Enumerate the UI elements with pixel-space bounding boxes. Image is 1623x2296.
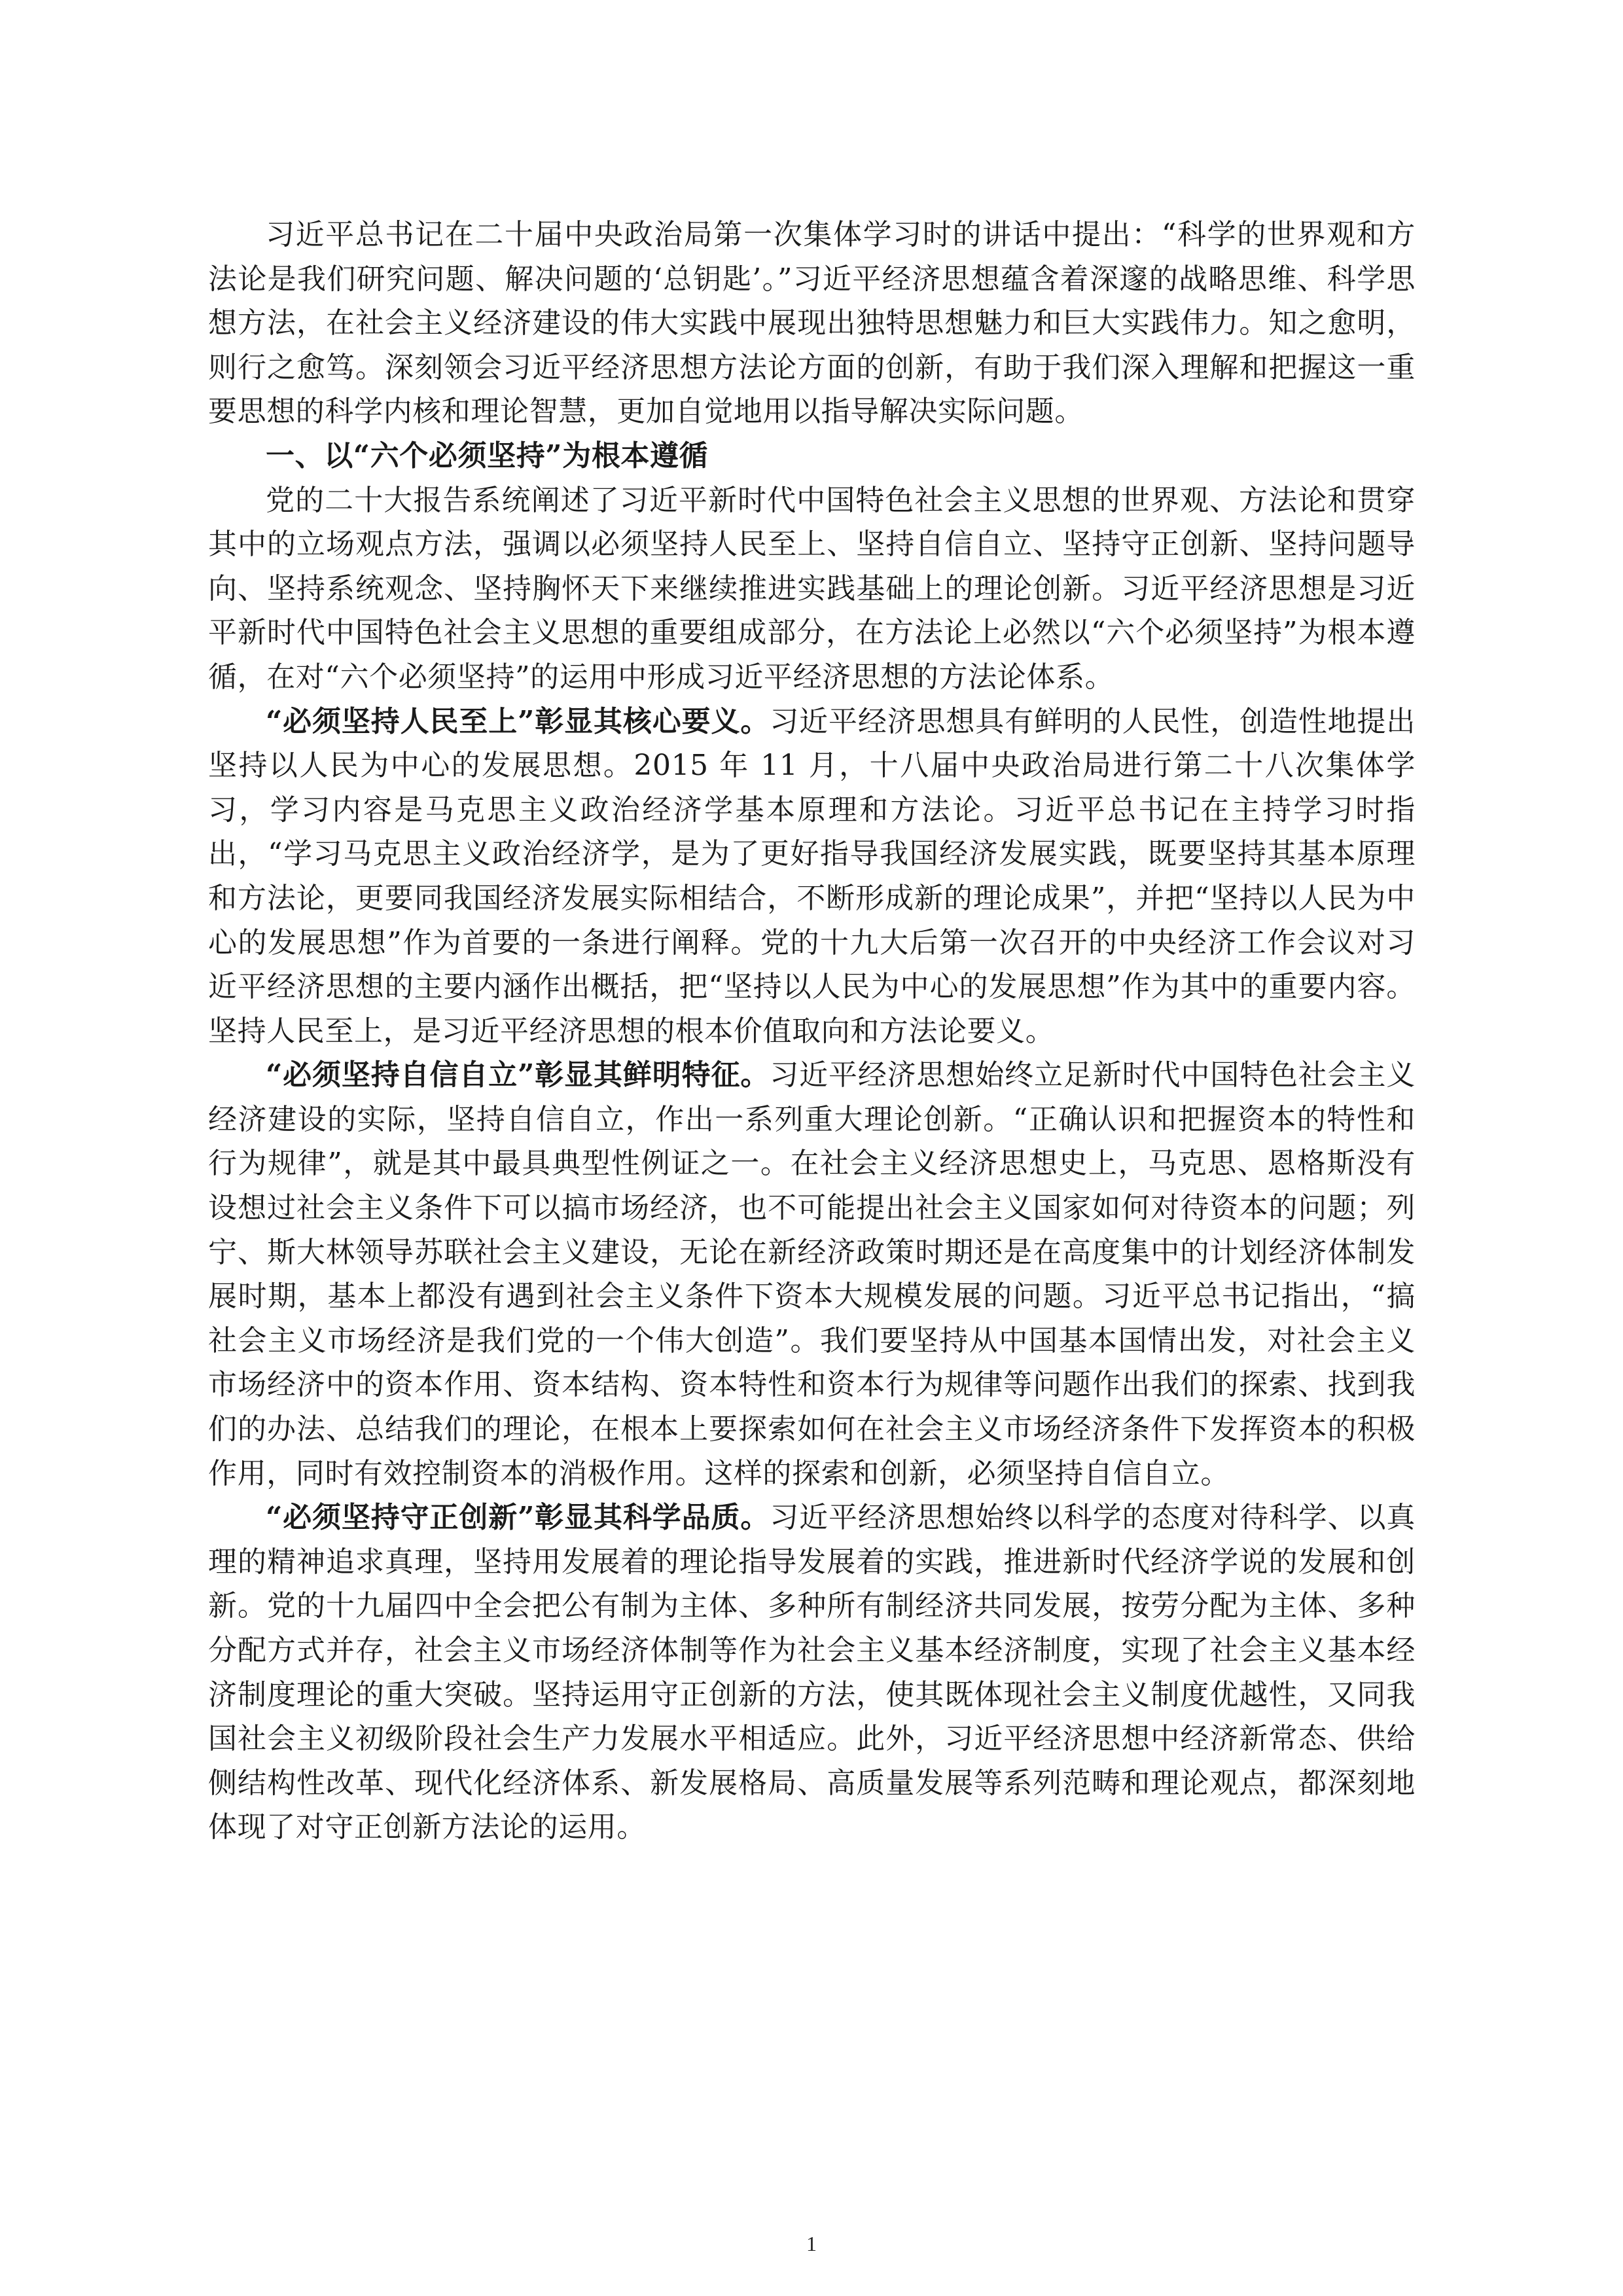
document-body [208, 213, 1416, 1850]
body-paragraph [208, 700, 1416, 1054]
paragraph-text: 习近平经济思想始终以科学的态度对待科学、以真理的精神追求真理，坚持用发展着的理论指导发展着的实践，推进新时代经济学说的发展和创新。党的十九届四中全会把公有制为主体、多种所有制经济共同发展，按劳分配为主体、多种分配方式并存，社会主义市场经济体制等作为社会主义基本经济制度，实现了社会主义基本经济制度理论的重大突破。坚持运用守正创新的方法，使其既体现社会主义制度优越性，又同我国社会主义初级阶段社会生产力发展水平相适应。此外，习近平经济思想中经济新常态、供给侧结构性改革、现代化经济体系、新发展格局、高质量发展等系列范畴和理论观点，都深刻地体现了对守正创新方法论的运用。 [208, 1501, 1416, 1844]
paragraph-lead: “必须坚持守正创新”彰显其科学品质。 [266, 1501, 770, 1535]
paragraph-lead: “必须坚持人民至上”彰显其核心要义。 [266, 704, 770, 738]
page-number: 1 [806, 2232, 817, 2255]
paragraph-text: 习近平经济思想始终立足新时代中国特色社会主义经济建设的实际，坚持自信自立，作出一系列重大理论创新。“正确认识和把握资本的特性和行为规律”，就是其中最具典型性例证之一。在社会主义经济思想史上，马克思、恩格斯没有设想过社会主义条件下可以搞市场经济，也不可能提出社会主义国家如何对待资本的问题；列宁、斯大林领导苏联社会主义建设，无论在新经济政策时期还是在高度集中的计划经济体制发展时期，基本上都没有遇到社会主义条件下资本大规模发展的问题。习近平总书记指出，“搞社会主义市场经济是我们党的一个伟大创造”。我们要坚持从中国基本国情出发，对社会主义市场经济中的资本作用、资本结构、资本特性和资本行为规律等问题作出我们的探索、找到我们的办法、总结我们的理论，在根本上要探索如何在社会主义市场经济条件下发挥资本的积极作用，同时有效控制资本的消极作用。这样的探索和创新，必须坚持自信自立。 [208, 1058, 1416, 1490]
body-paragraph [208, 478, 1416, 700]
section-heading [208, 434, 1416, 478]
body-paragraph [208, 1053, 1416, 1496]
intro-paragraph [208, 213, 1416, 434]
paragraph-text: 习近平经济思想具有鲜明的人民性，创造性地提出坚持以人民为中心的发展思想。2015 年 11 月，十八届中央政治局进行第二十八次集体学习，学习内容是马克思主义政治经济学基本原理和方法论。习近平总书记在主持学习时指出，“学习马克思主义政治经济学，是为了更好指导我国经济发展实践，既要坚持其基本原理和方法论，更要同我国经济发展实际相结合，不断形成新的理论成果”，并把“坚持以人民为中心的发展思想”作为首要的一条进行阐释。党的十九大后第一次召开的中央经济工作会议对习近平经济思想的主要内涵作出概括，把“坚持以人民为中心的发展思想”作为其中的重要内容。坚持人民至上，是习近平经济思想的根本价值取向和方法论要义。 [208, 704, 1416, 1048]
body-paragraph [208, 1496, 1416, 1850]
paragraph-lead: “必须坚持自信自立”彰显其鲜明特征。 [266, 1058, 770, 1092]
section-heading-text: 一、以“六个必须坚持”为根本遵循 [266, 439, 709, 473]
paragraph-text: 习近平总书记在二十届中央政治局第一次集体学习时的讲话中提出：“科学的世界观和方法论是我们研究问题、解决问题的‘总钥匙’。”习近平经济思想蕴含着深邃的战略思维、科学思想方法，在社会主义经济建设的伟大实践中展现出独特思想魅力和巨大实践伟力。知之愈明，则行之愈笃。深刻领会习近平经济思想方法论方面的创新，有助于我们深入理解和把握这一重要思想的科学内核和理论智慧，更加自觉地用以指导解决实际问题。 [208, 218, 1416, 429]
paragraph-text: 党的二十大报告系统阐述了习近平新时代中国特色社会主义思想的世界观、方法论和贯穿其中的立场观点方法，强调以必须坚持人民至上、坚持自信自立、坚持守正创新、坚持问题导向、坚持系统观念、坚持胸怀天下来继续推进实践基础上的理论创新。习近平经济思想是习近平新时代中国特色社会主义思想的重要组成部分，在方法论上必然以“六个必须坚持”为根本遵循，在对“六个必须坚持”的运用中形成习近平经济思想的方法论体系。 [208, 483, 1416, 694]
